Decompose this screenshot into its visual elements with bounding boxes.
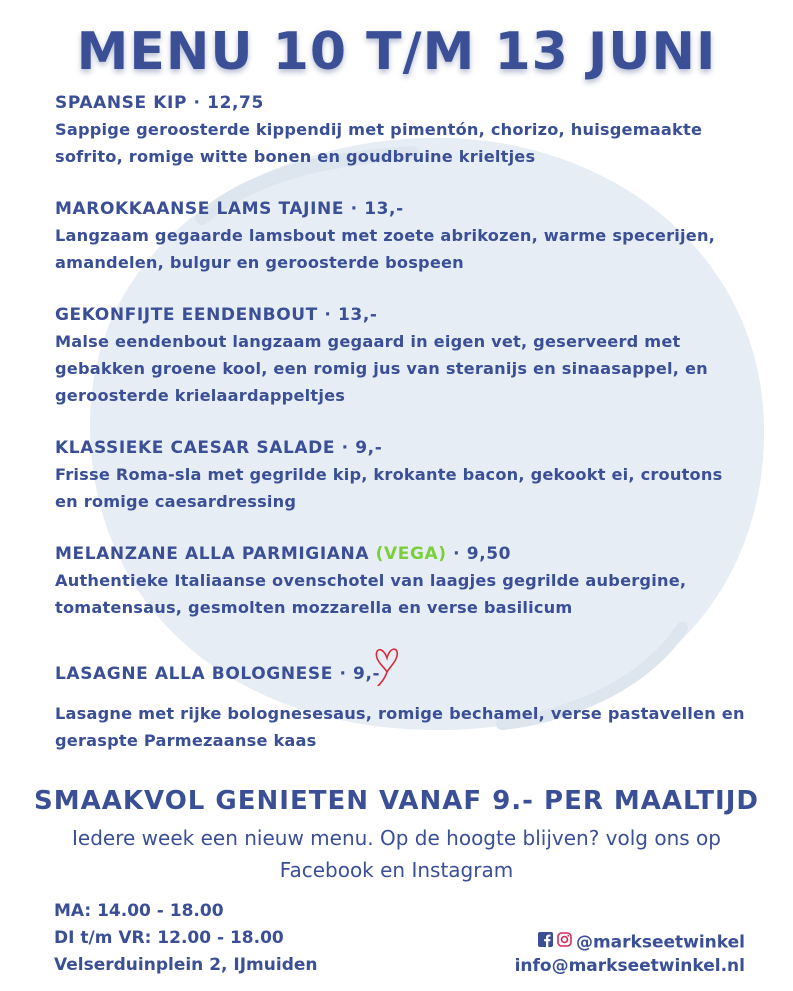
social-contact [515,931,745,978]
dish-heading: SPAANSE KIP · 12,75 [55,93,264,113]
dish-description: Authentieke Italiaanse ovenschotel van laagjes gegrilde aubergine, tomatensaus, gesmolten mozzarella en verse basilicum [55,571,687,617]
dish-price: 12,75 [207,93,264,113]
dish-price: 13,- [337,305,378,325]
dish-price: 9,- [355,438,383,458]
address: Velserduinplein 2, IJmuiden [54,955,318,975]
dish-item [55,436,745,515]
dish-item [55,303,745,409]
dish-name: SPAANSE KIP [55,93,188,113]
dish-heading: MAROKKAANSE LAMS TAJINE · 13,- [55,199,404,219]
hours-line-1: MA: 14.00 - 18.00 [54,901,224,921]
dish-name: GEKONFIJTE EENDENBOUT [55,305,318,325]
dish-item [55,542,745,621]
dish-description: Frisse Roma-sla met gegrilde kip, krokante bacon, gekookt ei, croutons en romige caesardressing [55,465,723,511]
dish-description: Malse eendenbout langzaam gegaard in eigen vet, geserveerd met gebakken groene kool, een romig jus van steranijs en sinaasappel, en geroosterde krielaardappeltjes [55,332,708,405]
dish-heading: MELANZANE ALLA PARMIGIANA (VEGA) · 9,50 [55,544,512,564]
dish-item [55,648,745,754]
instagram-icon[interactable] [557,931,572,954]
dish-name: MELANZANE ALLA PARMIGIANA [55,544,370,564]
dish-description: Langzaam gegaarde lamsbout met zoete abrikozen, warme specerijen, amandelen, bulgur en geroosterde bospeen [55,226,716,272]
dish-description: Sappige geroosterde kippendij met pimentón, chorizo, huisgemaakte sofrito, romige witte bonen en goudbruine krieltjes [55,120,703,166]
dish-heading: KLASSIEKE CAESAR SALADE · 9,- [55,438,383,458]
dish-name: MAROKKAANSE LAMS TAJINE [55,199,345,219]
vega-badge: (VEGA) [375,544,447,564]
page-title: MENU 10 T/M 13 JUNI [76,22,717,82]
dish-item [55,197,745,276]
tagline: SMAAKVOL GENIETEN VANAF 9.- PER MAALTIJD [34,786,759,816]
dish-name: KLASSIEKE CAESAR SALADE [55,438,336,458]
dish-heading: GEKONFIJTE EENDENBOUT · 13,- [55,305,378,325]
dish-price: 9,- [353,664,381,684]
email-link[interactable]: info@markseetwinkel.nl [514,955,745,976]
dish-name: LASAGNE ALLA BOLOGNESE [55,664,333,684]
dish-item [55,91,745,170]
dish-heading: LASAGNE ALLA BOLOGNESE · 9,- [55,648,745,700]
facebook-icon[interactable] [538,931,553,954]
hours-line-2: DI t/m VR: 12.00 - 18.00 [54,928,284,948]
social-handle[interactable]: @markseetwinkel [575,932,745,953]
opening-hours [54,898,318,979]
dish-price: 9,50 [466,544,512,564]
subline: Iedere week een nieuw menu. Op de hoogte blijven? volg ons op Facebook en Instagram [72,826,721,882]
dish-description: Lasagne met rijke bolognesesaus, romige bechamel, verse pastavellen en geraspte Parmezaanse kaas [55,704,745,750]
dish-list [55,91,745,781]
heart-icon [374,642,400,694]
dish-price: 13,- [364,199,404,219]
